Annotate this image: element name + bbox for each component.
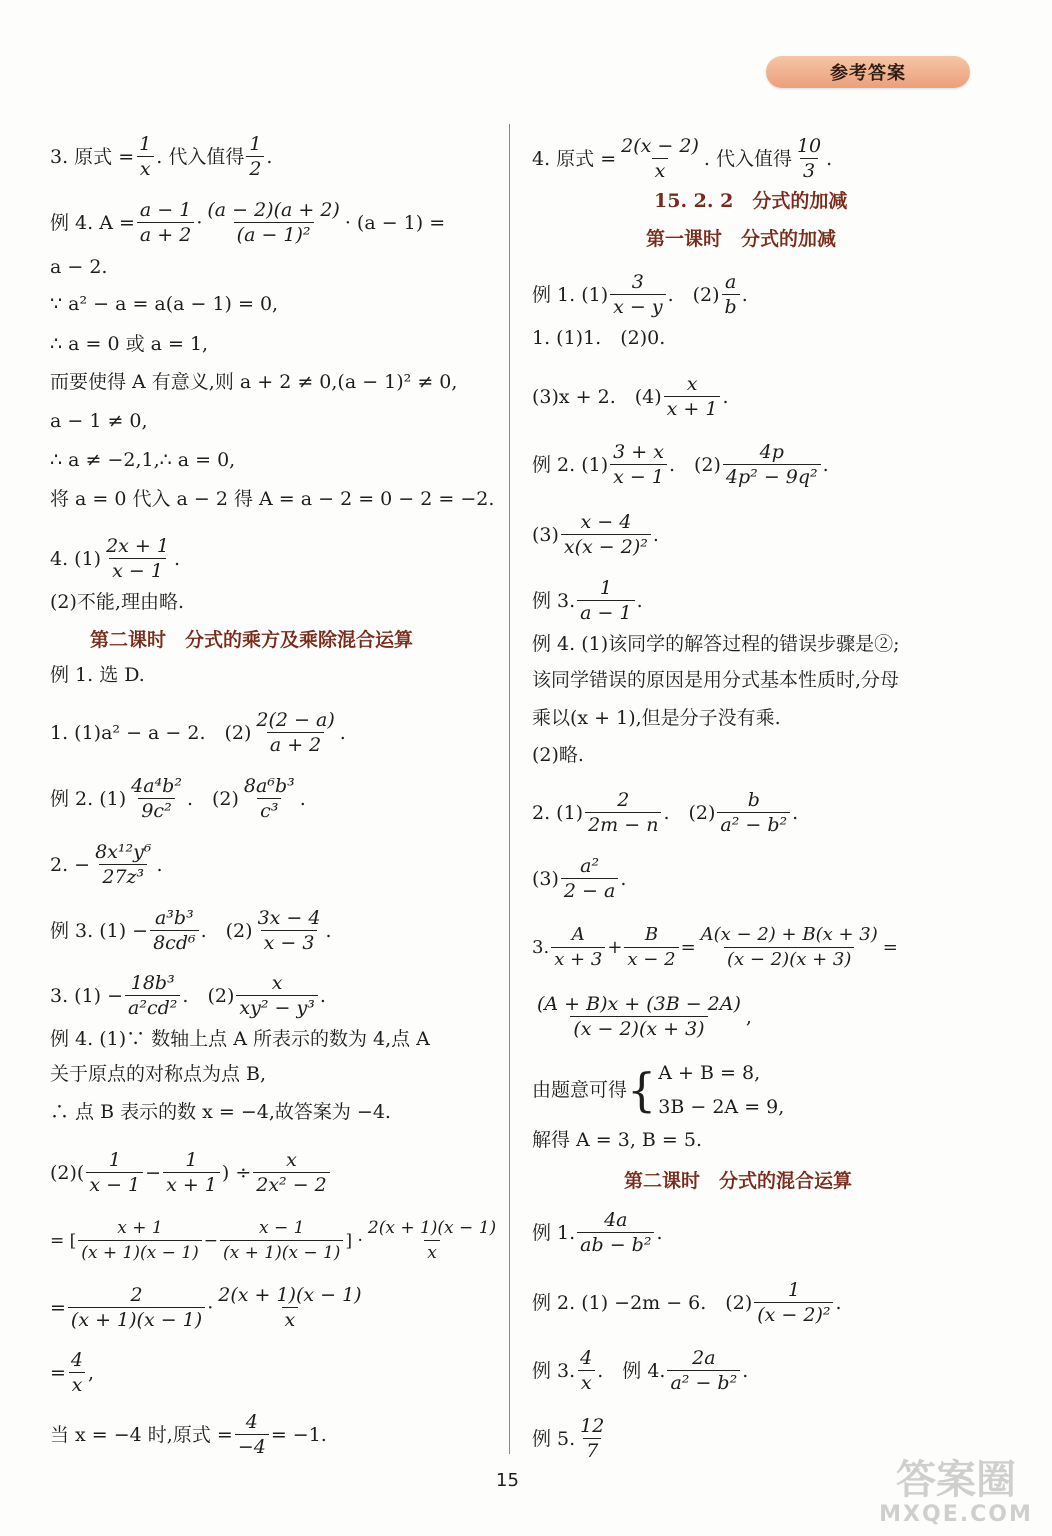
denominator: 3 [800, 158, 818, 181]
denominator: x [578, 1370, 595, 1393]
numerator: 4a [604, 1209, 628, 1231]
fraction [618, 136, 702, 181]
fraction [137, 200, 194, 245]
right-line-3: 1. (1)1. (2)0. [532, 327, 666, 349]
denominator: 2 [246, 156, 264, 179]
text: 例 1. (1) [532, 283, 609, 306]
denominator: (x − 2)² [754, 1302, 833, 1325]
text: . (2) [182, 984, 235, 1007]
text: 2. − [50, 853, 91, 876]
fraction [92, 842, 154, 887]
denominator: x [652, 158, 669, 181]
right-line-4 [532, 374, 729, 419]
fraction [794, 136, 824, 181]
text: , [745, 1005, 752, 1028]
denominator: x + 1 [163, 1172, 220, 1195]
text: = [ [50, 1230, 77, 1251]
fraction [128, 776, 185, 821]
text: . (2) [186, 787, 239, 810]
denominator: a²cd² [125, 995, 180, 1018]
right-line-9: 该同学错误的原因是用分式基本性质时,分母 [532, 669, 900, 691]
section-heading: 第二课时 分式的乘方及乘除混合运算 [90, 629, 414, 651]
fraction [103, 536, 172, 581]
left-line-6: 而要使得 A 有意义,则 a + 2 ≠ 0,(a − 1)² ≠ 0, [50, 371, 458, 393]
denominator: x − 1 [610, 464, 667, 487]
text: + [607, 936, 623, 958]
right-line-16 [532, 1056, 784, 1124]
text: 例 2. (1) [50, 787, 127, 810]
denominator: 2m − n [585, 812, 661, 835]
fraction [577, 578, 634, 623]
numerator: 4 [70, 1349, 84, 1371]
left-line-20: ∴ 点 B 表示的数 x = −4,故答案为 −4. [50, 1101, 391, 1123]
numerator: A [571, 924, 585, 945]
fraction [78, 1218, 201, 1263]
text: 3. [532, 936, 550, 958]
denominator: x(x − 2)² [561, 534, 651, 557]
numerator: b [747, 789, 760, 811]
fraction [150, 908, 199, 953]
equation: A + B = 8, [658, 1062, 761, 1084]
numerator: 1 [599, 577, 612, 599]
denominator: x + 1 [664, 396, 721, 419]
right-line-7 [532, 578, 643, 623]
text: (2)( [50, 1161, 85, 1184]
text: . [742, 1359, 749, 1382]
fraction [68, 1285, 205, 1330]
fraction [204, 200, 342, 245]
numerator: 8x¹²y⁶ [95, 841, 152, 863]
fraction [577, 1348, 595, 1393]
numerator: 1 [139, 133, 152, 155]
left-line-17 [50, 973, 326, 1018]
denominator: 4p² − 9q² [723, 464, 821, 487]
numerator: 8a⁶b³ [243, 775, 295, 797]
answer-key-badge: 参考答案 [766, 56, 970, 88]
text: . (2) [668, 453, 721, 476]
denominator: −4 [235, 1434, 269, 1457]
fraction [722, 272, 740, 317]
text: . (2) [663, 801, 716, 824]
left-line-21 [50, 1150, 332, 1195]
text: . 代入值得 [703, 147, 792, 170]
numerator: 4 [580, 1347, 593, 1369]
text: = −1. [270, 1423, 327, 1446]
numerator: a [724, 271, 737, 293]
numerator: x + 1 [117, 1218, 163, 1238]
numerator: (a − 2)(a + 2) [207, 199, 340, 221]
numerator: a³b³ [154, 907, 194, 929]
left-line-18: 例 4. (1)∵ 数轴上点 A 所表示的数为 4,点 A [50, 1028, 430, 1050]
numerator: (A + B)x + (3B − 2A) [537, 993, 741, 1015]
fraction [246, 134, 264, 179]
denominator: xy² − y³ [236, 995, 317, 1018]
denominator: x [69, 1372, 86, 1395]
fraction [220, 1218, 343, 1263]
text: (3)x + 2. (4) [532, 385, 662, 408]
fraction [125, 973, 180, 1018]
text: . [722, 385, 729, 408]
left-line-5: ∴ a = 0 或 a = 1, [50, 333, 209, 355]
left-line-13 [50, 710, 346, 755]
fraction [236, 973, 317, 1018]
fraction [585, 790, 661, 835]
numerator: 2 [617, 789, 630, 811]
denominator: c³ [257, 798, 281, 821]
left-line-2 [50, 200, 445, 245]
right-line-20 [532, 1348, 748, 1393]
fraction [577, 1210, 654, 1255]
watermark-top: 答案圈 [896, 1457, 1016, 1503]
text: 4. (1) [50, 547, 102, 570]
numerator: x − 4 [580, 511, 632, 533]
fraction [561, 856, 618, 901]
text: 由题意可得 [532, 1079, 628, 1101]
numerator: 1 [185, 1149, 198, 1171]
right-line-11: (2)略. [532, 744, 584, 766]
denominator: x [424, 1240, 440, 1263]
denominator: ab − b² [577, 1232, 654, 1255]
text: . [319, 984, 326, 1007]
text: . [620, 867, 627, 890]
text: 当 x = −4 时,原式 = [50, 1423, 233, 1446]
numerator: x [271, 972, 283, 994]
fraction [551, 925, 605, 970]
equation: 3B − 2A = 9, [658, 1096, 785, 1118]
left-line-24 [50, 1350, 94, 1395]
denominator: 7 [583, 1438, 601, 1461]
right-line-12 [532, 790, 798, 835]
text: . [636, 589, 643, 612]
text: 例 1. [532, 1221, 576, 1244]
left-line-7: a − 1 ≠ 0, [50, 410, 148, 432]
right-line-8: 例 4. (1)该同学的解答过程的错误步骤是②; [532, 633, 900, 655]
left-line-25 [50, 1412, 327, 1457]
text: · (a − 1) = [344, 211, 446, 234]
left-line-15 [50, 842, 163, 887]
text: (3) [532, 867, 559, 890]
text: . [792, 801, 799, 824]
page-number: 15 [496, 1470, 519, 1491]
right-line-14 [532, 925, 898, 970]
text: 例 2. (1) −2m − 6. (2) [532, 1291, 753, 1314]
denominator: x − 1 [109, 558, 166, 581]
denominator: 2 − a [561, 878, 618, 901]
text: . (2) [200, 919, 253, 942]
numerator: 2x + 1 [106, 535, 169, 557]
left-line-11: (2)不能,理由略. [50, 591, 184, 613]
text: . [835, 1291, 842, 1314]
left-line-12: 例 1. 选 D. [50, 664, 145, 686]
denominator: a − 1 [577, 600, 634, 623]
text: = [680, 936, 696, 958]
text: 3. 原式 = [50, 145, 135, 168]
right-line-18 [532, 1210, 663, 1255]
numerator: B [644, 924, 659, 945]
numerator: 3 [631, 271, 644, 293]
numerator: 2(x + 1)(x − 1) [367, 1218, 497, 1238]
text: . 例 4. [597, 1359, 666, 1382]
numerator: 1 [108, 1149, 121, 1171]
denominator: 8cd⁶ [150, 930, 199, 953]
denominator: x − 2 [624, 947, 678, 970]
numerator: a² [580, 855, 600, 877]
denominator: x − 3 [261, 930, 318, 953]
fraction [253, 1150, 330, 1195]
fraction [717, 790, 790, 835]
text: . [339, 721, 346, 744]
right-line-6 [532, 512, 659, 557]
text: 1. (1)a² − a − 2. (2) [50, 721, 252, 744]
text: . [652, 523, 659, 546]
denominator: b [722, 294, 740, 317]
fraction [241, 776, 298, 821]
brace: { [627, 1063, 657, 1117]
text: . 代入值得 [156, 145, 245, 168]
left-line-10 [50, 536, 180, 581]
right-line-1 [532, 136, 832, 181]
text: . [156, 853, 163, 876]
right-line-19 [532, 1280, 842, 1325]
fraction [255, 908, 324, 953]
fraction [136, 134, 154, 179]
section-heading: 第一课时 分式的加减 [646, 228, 837, 250]
denominator: 27z³ [99, 864, 147, 887]
numerator: 2(x − 2) [621, 135, 699, 157]
text: 例 3. (1) − [50, 919, 149, 942]
text: · [207, 1296, 214, 1319]
numerator: x [686, 373, 698, 395]
denominator: (a − 1)² [234, 222, 314, 245]
text: 例 2. (1) [532, 453, 609, 476]
fraction [723, 442, 821, 487]
right-line-17: 解得 A = 3, B = 5. [532, 1129, 703, 1151]
numerator: 2a [692, 1347, 716, 1369]
left-line-23 [50, 1285, 367, 1330]
right-line-10: 乘以(x + 1),但是分子没有乘. [532, 707, 781, 729]
text: 例 5. [532, 1427, 576, 1450]
denominator: x − y [610, 294, 665, 317]
fraction [365, 1218, 499, 1263]
numerator: 2 [130, 1284, 143, 1306]
fraction [215, 1285, 364, 1330]
text: . [741, 283, 748, 306]
fraction [624, 925, 678, 970]
text: · [196, 211, 203, 234]
numerator: 18b³ [130, 972, 175, 994]
text: 2. (1) [532, 801, 584, 824]
fraction [610, 442, 667, 487]
text: 例 3. [532, 589, 576, 612]
text: . [299, 787, 306, 810]
numerator: x − 1 [258, 1218, 305, 1238]
fraction [698, 925, 881, 970]
text: , [88, 1361, 95, 1384]
left-line-19: 关于原点的对称点为点 B, [50, 1063, 267, 1085]
fraction [610, 272, 665, 317]
text: . [266, 145, 273, 168]
watermark-bottom: MXQE.COM [879, 1502, 1033, 1527]
text: 3. (1) − [50, 984, 124, 1007]
denominator: x − 1 [86, 1172, 143, 1195]
column-divider [509, 124, 510, 1454]
text: . [656, 1221, 663, 1244]
numerator: 2(x + 1)(x − 1) [218, 1284, 362, 1306]
fraction [754, 1280, 833, 1325]
numerator: 1 [787, 1279, 800, 1301]
denominator: (x − 2)(x + 3) [724, 947, 854, 970]
numerator: 12 [580, 1415, 605, 1437]
text: 4. 原式 = [532, 147, 617, 170]
fraction [253, 710, 337, 755]
fraction [163, 1150, 220, 1195]
numerator: 4p [759, 441, 784, 463]
fraction [86, 1150, 143, 1195]
text: . [822, 453, 829, 476]
denominator: x + 3 [551, 947, 605, 970]
text: = [50, 1361, 66, 1384]
right-line-2 [532, 272, 748, 317]
left-line-8: ∴ a ≠ −2,1,∴ a = 0, [50, 449, 236, 471]
text: . [325, 919, 332, 942]
fraction [561, 512, 651, 557]
right-line-15 [532, 994, 752, 1039]
right-line-5 [532, 442, 829, 487]
text: − [203, 1230, 218, 1251]
left-line-4: ∵ a² − a = a(a − 1) = 0, [50, 293, 279, 315]
denominator: a + 2 [267, 732, 324, 755]
numerator: 10 [796, 135, 822, 157]
text: = [50, 1296, 66, 1319]
numerator: 3 + x [613, 441, 664, 463]
numerator: 3x − 4 [257, 907, 321, 929]
denominator: (x + 1)(x − 1) [78, 1240, 201, 1263]
denominator: x [137, 156, 154, 179]
denominator: (x − 2)(x + 3) [570, 1016, 707, 1039]
numerator: x [286, 1149, 297, 1171]
text: (3) [532, 523, 559, 546]
numerator: 4 [245, 1411, 258, 1433]
numerator: 1 [249, 133, 262, 155]
denominator: a² − b² [667, 1370, 740, 1393]
fraction [577, 1416, 607, 1461]
left-line-16 [50, 908, 332, 953]
section-heading: 15. 2. 2 分式的加减 [654, 190, 848, 212]
left-line-1 [50, 134, 272, 179]
right-line-21 [532, 1416, 609, 1461]
denominator: 9c² [138, 798, 174, 821]
denominator: 2x² − 2 [253, 1172, 330, 1195]
left-line-22 [50, 1218, 501, 1263]
watermark-logo [868, 1458, 1044, 1530]
left-line-3: a − 2. [50, 256, 108, 278]
fraction [235, 1412, 269, 1457]
numerator: 2(2 − a) [256, 709, 335, 731]
text: ] · [345, 1230, 363, 1251]
text: − [145, 1161, 162, 1184]
fraction [664, 374, 721, 419]
text: . [826, 147, 833, 170]
fraction [667, 1348, 740, 1393]
right-line-13 [532, 856, 626, 901]
text: 例 4. A = [50, 211, 135, 234]
equation-system [658, 1056, 784, 1124]
text: ) ÷ [221, 1161, 252, 1184]
left-line-9: 将 a = 0 代入 a − 2 得 A = a − 2 = 0 − 2 = −2. [50, 488, 495, 510]
numerator: a − 1 [139, 199, 192, 221]
denominator: (x + 1)(x − 1) [68, 1307, 205, 1330]
denominator: a + 2 [137, 222, 194, 245]
numerator: 4a⁴b² [131, 775, 182, 797]
text: . (2) [667, 283, 720, 306]
fraction [534, 994, 744, 1039]
left-line-14 [50, 776, 306, 821]
fraction [68, 1350, 86, 1395]
numerator: A(x − 2) + B(x + 3) [700, 924, 878, 945]
denominator: x [282, 1307, 299, 1330]
text: = [882, 936, 898, 958]
denominator: (x + 1)(x − 1) [220, 1240, 343, 1263]
text: 例 3. [532, 1359, 576, 1382]
text: . [174, 547, 181, 570]
section-heading: 第二课时 分式的混合运算 [624, 1170, 853, 1192]
denominator: a² − b² [717, 812, 790, 835]
